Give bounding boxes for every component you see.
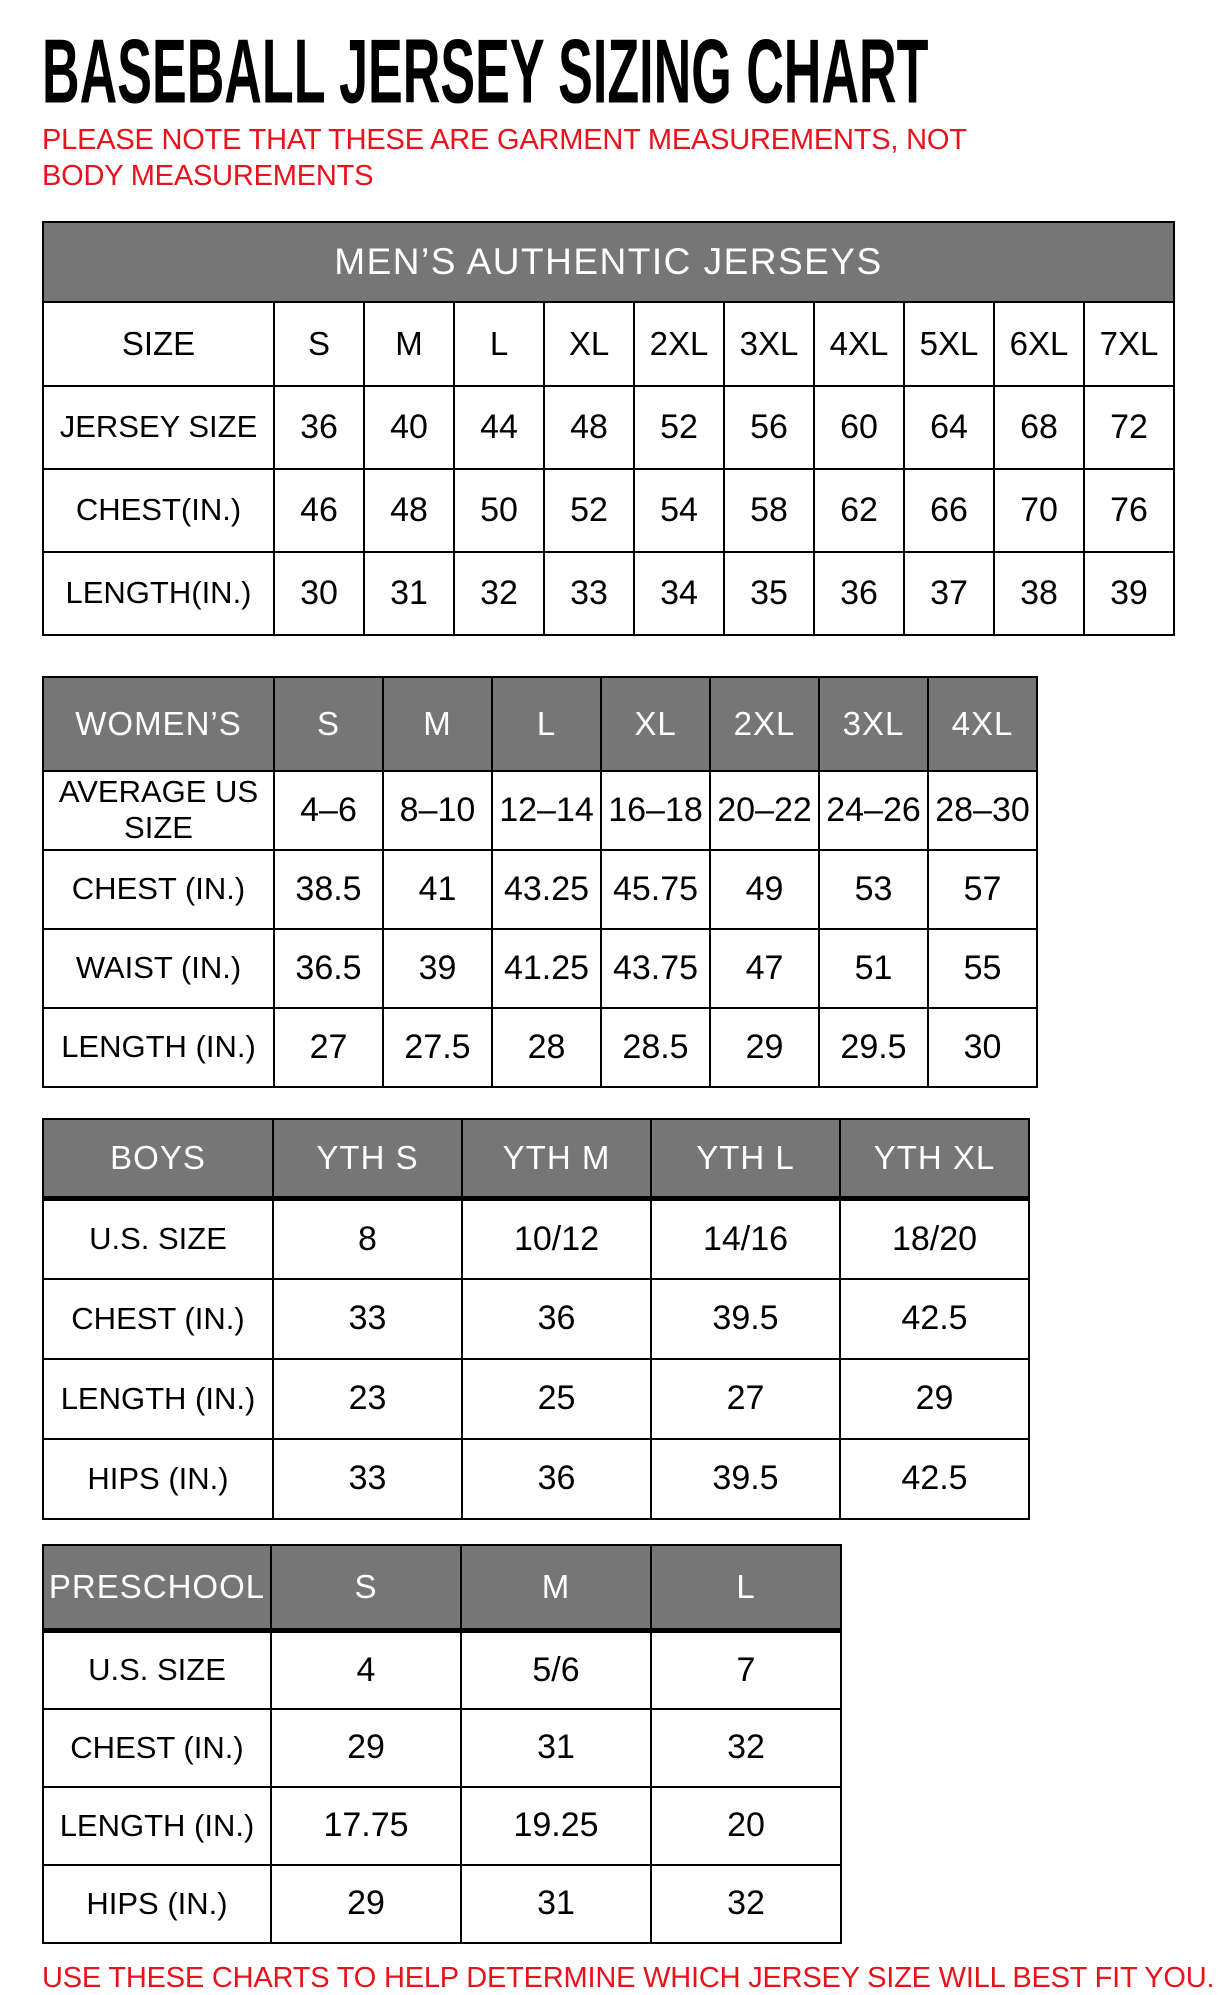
womens-header-label: WOMEN’S: [43, 677, 274, 771]
womens-sizing-table: [42, 676, 1038, 1088]
mens-header-label: SIZE: [43, 302, 274, 386]
boys-measure-row: [43, 1279, 1029, 1359]
preschool-measure-row: [43, 1631, 841, 1709]
preschool-value-cell: 4: [271, 1631, 461, 1709]
mens-size-header: 2XL: [634, 302, 724, 386]
womens-value-cell: 8–10: [383, 771, 492, 850]
womens-size-header: 2XL: [710, 677, 819, 771]
womens-size-header: S: [274, 677, 383, 771]
preschool-size-header: M: [461, 1545, 651, 1631]
mens-value-cell: 35: [724, 552, 814, 635]
preschool-value-cell: 31: [461, 1865, 651, 1943]
mens-value-cell: 64: [904, 386, 994, 469]
womens-value-cell: 12–14: [492, 771, 601, 850]
mens-measure-row: [43, 552, 1174, 635]
womens-size-header: XL: [601, 677, 710, 771]
preschool-value-cell: 32: [651, 1865, 841, 1943]
mens-size-header: 5XL: [904, 302, 994, 386]
mens-size-header: 3XL: [724, 302, 814, 386]
womens-size-header: 4XL: [928, 677, 1037, 771]
boys-row-label: LENGTH (IN.): [43, 1359, 273, 1439]
mens-size-header: 6XL: [994, 302, 1084, 386]
womens-value-cell: 45.75: [601, 850, 710, 929]
mens-size-header: S: [274, 302, 364, 386]
mens-row-label: LENGTH(IN.): [43, 552, 274, 635]
boys-size-header: YTH XL: [840, 1119, 1029, 1199]
womens-value-cell: 16–18: [601, 771, 710, 850]
preschool-value-cell: 20: [651, 1787, 841, 1865]
boys-measure-row: [43, 1439, 1029, 1519]
preschool-value-cell: 19.25: [461, 1787, 651, 1865]
mens-value-cell: 50: [454, 469, 544, 552]
mens-value-cell: 54: [634, 469, 724, 552]
boys-size-header: YTH L: [651, 1119, 840, 1199]
boys-value-cell: 33: [273, 1279, 462, 1359]
mens-value-cell: 39: [1084, 552, 1174, 635]
preschool-row-label: U.S. SIZE: [43, 1631, 271, 1709]
boys-measure-row: [43, 1359, 1029, 1439]
preschool-row-label: HIPS (IN.): [43, 1865, 271, 1943]
mens-size-header: 4XL: [814, 302, 904, 386]
preschool-value-cell: 5/6: [461, 1631, 651, 1709]
boys-row-label: HIPS (IN.): [43, 1439, 273, 1519]
womens-size-header: L: [492, 677, 601, 771]
boys-value-cell: 42.5: [840, 1279, 1029, 1359]
mens-value-cell: 60: [814, 386, 904, 469]
mens-value-cell: 66: [904, 469, 994, 552]
preschool-value-cell: 17.75: [271, 1787, 461, 1865]
womens-row-label: LENGTH (IN.): [43, 1008, 274, 1087]
mens-value-cell: 30: [274, 552, 364, 635]
mens-size-header: 7XL: [1084, 302, 1174, 386]
womens-value-cell: 27: [274, 1008, 383, 1087]
boys-value-cell: 27: [651, 1359, 840, 1439]
mens-value-cell: 72: [1084, 386, 1174, 469]
boys-value-cell: 33: [273, 1439, 462, 1519]
womens-value-cell: 43.25: [492, 850, 601, 929]
mens-value-cell: 36: [274, 386, 364, 469]
womens-row-label: WAIST (IN.): [43, 929, 274, 1008]
womens-value-cell: 27.5: [383, 1008, 492, 1087]
preschool-row-label: LENGTH (IN.): [43, 1787, 271, 1865]
boys-value-cell: 39.5: [651, 1279, 840, 1359]
preschool-row-label: CHEST (IN.): [43, 1709, 271, 1787]
womens-value-cell: 29: [710, 1008, 819, 1087]
womens-value-cell: 51: [819, 929, 928, 1008]
mens-value-cell: 44: [454, 386, 544, 469]
boys-value-cell: 36: [462, 1439, 651, 1519]
womens-size-header: 3XL: [819, 677, 928, 771]
boys-size-header: YTH S: [273, 1119, 462, 1199]
womens-value-cell: 36.5: [274, 929, 383, 1008]
mens-value-cell: 36: [814, 552, 904, 635]
womens-row-label: AVERAGE US SIZE: [43, 771, 274, 850]
mens-measure-row: [43, 469, 1174, 552]
boys-value-cell: 8: [273, 1199, 462, 1279]
boys-value-cell: 14/16: [651, 1199, 840, 1279]
preschool-value-cell: 7: [651, 1631, 841, 1709]
womens-value-cell: 39: [383, 929, 492, 1008]
preschool-measure-row: [43, 1787, 841, 1865]
mens-value-cell: 46: [274, 469, 364, 552]
womens-value-cell: 38.5: [274, 850, 383, 929]
mens-banner: MEN’S AUTHENTIC JERSEYS: [43, 222, 1174, 302]
womens-size-header: M: [383, 677, 492, 771]
womens-value-cell: 30: [928, 1008, 1037, 1087]
preschool-value-cell: 29: [271, 1865, 461, 1943]
womens-value-cell: 41.25: [492, 929, 601, 1008]
womens-row-label: CHEST (IN.): [43, 850, 274, 929]
boys-value-cell: 36: [462, 1279, 651, 1359]
womens-measure-row: [43, 929, 1037, 1008]
mens-size-header: M: [364, 302, 454, 386]
sizing-tables-container: [42, 221, 1200, 1944]
mens-value-cell: 31: [364, 552, 454, 635]
mens-value-cell: 34: [634, 552, 724, 635]
womens-value-cell: 24–26: [819, 771, 928, 850]
mens-value-cell: 40: [364, 386, 454, 469]
mens-row-label: CHEST(IN.): [43, 469, 274, 552]
boys-value-cell: 23: [273, 1359, 462, 1439]
garment-measurement-note: PLEASE NOTE THAT THESE ARE GARMENT MEASUREMENTS, NOT BODY MEASUREMENTS: [42, 124, 967, 193]
preschool-value-cell: 32: [651, 1709, 841, 1787]
mens-value-cell: 68: [994, 386, 1084, 469]
mens-size-header: L: [454, 302, 544, 386]
womens-value-cell: 4–6: [274, 771, 383, 850]
mens-value-cell: 48: [544, 386, 634, 469]
mens-value-cell: 76: [1084, 469, 1174, 552]
mens-value-cell: 58: [724, 469, 814, 552]
boys-header-label: BOYS: [43, 1119, 273, 1199]
mens-measure-row: [43, 386, 1174, 469]
mens-value-cell: 38: [994, 552, 1084, 635]
womens-value-cell: 29.5: [819, 1008, 928, 1087]
boys-size-header: YTH M: [462, 1119, 651, 1199]
mens-value-cell: 70: [994, 469, 1084, 552]
womens-measure-row: [43, 850, 1037, 929]
womens-value-cell: 28.5: [601, 1008, 710, 1087]
womens-measure-row: [43, 771, 1037, 850]
mens-value-cell: 56: [724, 386, 814, 469]
preschool-value-cell: 29: [271, 1709, 461, 1787]
womens-measure-row: [43, 1008, 1037, 1087]
mens-value-cell: 52: [634, 386, 724, 469]
preschool-value-cell: 31: [461, 1709, 651, 1787]
womens-value-cell: 41: [383, 850, 492, 929]
mens-value-cell: 32: [454, 552, 544, 635]
boys-value-cell: 10/12: [462, 1199, 651, 1279]
mens-value-cell: 37: [904, 552, 994, 635]
preschool-measure-row: [43, 1709, 841, 1787]
womens-value-cell: 53: [819, 850, 928, 929]
boys-value-cell: 42.5: [840, 1439, 1029, 1519]
mens-value-cell: 52: [544, 469, 634, 552]
mens-sizing-table: [42, 221, 1175, 636]
boys-value-cell: 25: [462, 1359, 651, 1439]
boys-row-label: U.S. SIZE: [43, 1199, 273, 1279]
mens-value-cell: 62: [814, 469, 904, 552]
boys-row-label: CHEST (IN.): [43, 1279, 273, 1359]
womens-value-cell: 20–22: [710, 771, 819, 850]
womens-value-cell: 49: [710, 850, 819, 929]
womens-value-cell: 43.75: [601, 929, 710, 1008]
footer-note: USE THESE CHARTS TO HELP DETERMINE WHICH JERSEY SIZE WILL BEST FIT YOU.: [42, 1961, 1215, 1994]
boys-value-cell: 29: [840, 1359, 1029, 1439]
preschool-measure-row: [43, 1865, 841, 1943]
mens-value-cell: 33: [544, 552, 634, 635]
boys-sizing-table: [42, 1118, 1030, 1520]
preschool-size-header: L: [651, 1545, 841, 1631]
boys-value-cell: 39.5: [651, 1439, 840, 1519]
mens-value-cell: 48: [364, 469, 454, 552]
womens-value-cell: 28–30: [928, 771, 1037, 850]
preschool-size-header: S: [271, 1545, 461, 1631]
womens-value-cell: 57: [928, 850, 1037, 929]
womens-value-cell: 55: [928, 929, 1037, 1008]
boys-value-cell: 18/20: [840, 1199, 1029, 1279]
womens-value-cell: 28: [492, 1008, 601, 1087]
mens-row-label: JERSEY SIZE: [43, 386, 274, 469]
page-title: BASEBALL JERSEY SIZING CHART: [42, 20, 929, 123]
preschool-header-label: PRESCHOOL: [43, 1545, 271, 1631]
boys-measure-row: [43, 1199, 1029, 1279]
preschool-sizing-table: [42, 1544, 842, 1944]
womens-value-cell: 47: [710, 929, 819, 1008]
mens-size-header: XL: [544, 302, 634, 386]
